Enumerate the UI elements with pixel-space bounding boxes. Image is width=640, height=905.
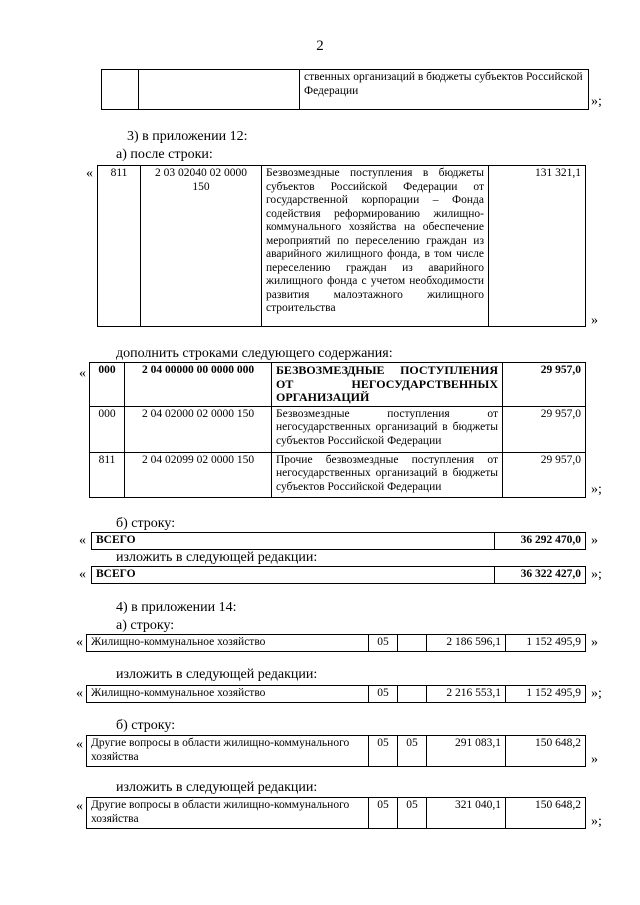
closing-quote: » <box>591 752 598 767</box>
closing-quote: »; <box>591 567 602 582</box>
closing-quote: »; <box>591 814 602 829</box>
row-code: 000 <box>90 406 125 452</box>
row-name: Жилищно-коммунальное хозяйство <box>87 686 369 703</box>
row-v1: 321 040,1 <box>427 798 506 829</box>
row-pr <box>398 635 427 652</box>
closing-quote: » <box>591 533 598 548</box>
opening-quote: « <box>79 533 86 548</box>
row-v1: 291 083,1 <box>427 736 506 767</box>
opening-quote: « <box>76 686 83 701</box>
row-code: 811 <box>98 166 141 327</box>
table-row <box>90 406 586 452</box>
row-name: Безвозмездные поступления от негосударственных организаций в бюджеты субъектов Российской Федерации <box>272 406 503 452</box>
closing-quote: » <box>591 313 598 328</box>
opening-quote: « <box>76 635 83 650</box>
row-pr <box>398 686 427 703</box>
row-amount: 131 321,1 <box>489 166 586 327</box>
total-amount: 36 322 427,0 <box>495 567 586 584</box>
row-amount: 29 957,0 <box>503 452 586 497</box>
total-new-table <box>91 566 586 584</box>
replace-text: изложить в следующей редакции: <box>116 780 318 795</box>
total-old-table <box>91 532 586 550</box>
total-label: ВСЕГО <box>92 567 495 584</box>
row-v2: 1 152 495,9 <box>506 635 586 652</box>
add-rows-text: дополнить строками следующего содержания: <box>116 346 393 361</box>
row-v2: 1 152 495,9 <box>506 686 586 703</box>
row-b-old-table <box>86 735 586 767</box>
row-rz: 05 <box>369 798 398 829</box>
table-row <box>90 452 586 497</box>
opening-quote: « <box>86 166 93 181</box>
item4-sub-a: а) строку: <box>116 618 175 633</box>
row-kbk: 2 03 02040 02 0000 150 <box>141 166 262 327</box>
item3-heading: 3) в приложении 12: <box>127 129 248 144</box>
item4-sub-b: б) строку: <box>116 718 176 733</box>
row-name: Другие вопросы в области жилищно-коммунального хозяйства <box>87 736 369 767</box>
item3-sub-b: б) строку: <box>116 516 176 531</box>
opening-quote: « <box>79 567 86 582</box>
replace-text: изложить в следующей редакции: <box>116 550 318 565</box>
closing-quote: »; <box>591 686 602 701</box>
opening-quote: « <box>79 366 86 381</box>
top-table <box>101 69 589 110</box>
row-amount: 29 957,0 <box>503 406 586 452</box>
row-kbk: 2 04 02099 02 0000 150 <box>125 452 272 497</box>
replace-text: изложить в следующей редакции: <box>116 667 318 682</box>
table-row <box>90 363 586 407</box>
row-amount: 29 957,0 <box>503 363 586 407</box>
row-pr: 05 <box>398 798 427 829</box>
row-rz: 05 <box>369 686 398 703</box>
opening-quote: « <box>76 737 83 752</box>
row-code: 000 <box>90 363 125 407</box>
row-v2: 150 648,2 <box>506 736 586 767</box>
closing-quote: »; <box>591 482 602 497</box>
after-row-table <box>97 165 586 327</box>
row-v1: 2 216 553,1 <box>427 686 506 703</box>
top-table-text: ственных организаций в бюджеты субъектов Российской Федерации <box>300 70 589 110</box>
page-number: 2 <box>316 38 324 54</box>
row-a-old-table <box>86 634 586 652</box>
item3-sub-a: а) после строки: <box>116 147 213 162</box>
row-code: 811 <box>90 452 125 497</box>
row-name: Безвозмездные поступления в бюджеты субъектов Российской Федерации от государственной корпорации – Фонда содействия реформированию жилищно-коммунального хозяйства на обеспечение мероприятий по переселению граждан из аварийного жилищного фонда, в том числе переселению граждан из аварийного жилищного фонда с учетом необходимости развития малоэтажного жилищного строительства <box>262 166 489 327</box>
row-name: Жилищно-коммунальное хозяйство <box>87 635 369 652</box>
row-name: БЕЗВОЗМЕЗДНЫЕ ПОСТУПЛЕНИЯ ОТ НЕГОСУДАРСТВЕННЫХ ОРГАНИЗАЦИЙ <box>272 363 503 407</box>
row-kbk: 2 04 00000 00 0000 000 <box>125 363 272 407</box>
row-rz: 05 <box>369 635 398 652</box>
opening-quote: « <box>76 799 83 814</box>
closing-quote: »; <box>591 94 602 109</box>
row-v1: 2 186 596,1 <box>427 635 506 652</box>
row-a-new-table <box>86 685 586 703</box>
row-b-new-table <box>86 797 586 829</box>
row-name: Другие вопросы в области жилищно-коммунального хозяйства <box>87 798 369 829</box>
row-pr: 05 <box>398 736 427 767</box>
total-label: ВСЕГО <box>92 533 495 550</box>
add-rows-table <box>89 362 586 498</box>
total-amount: 36 292 470,0 <box>495 533 586 550</box>
item4-heading: 4) в приложении 14: <box>116 600 237 615</box>
closing-quote: » <box>591 635 598 650</box>
row-v2: 150 648,2 <box>506 798 586 829</box>
row-rz: 05 <box>369 736 398 767</box>
row-name: Прочие безвозмездные поступления от негосударственных организаций в бюджеты субъектов Российской Федерации <box>272 452 503 497</box>
row-kbk: 2 04 02000 02 0000 150 <box>125 406 272 452</box>
